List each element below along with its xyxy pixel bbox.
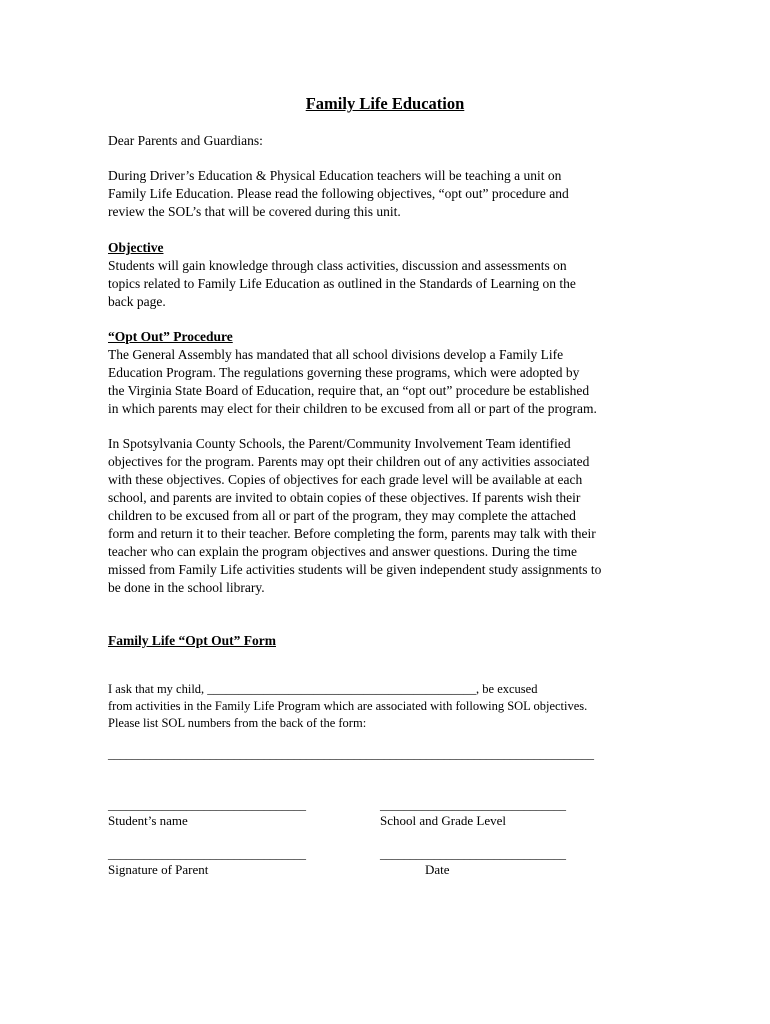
opt-out-procedure-heading: “Opt Out” Procedure bbox=[108, 329, 233, 344]
form-line: Please list SOL numbers from the back of the form: bbox=[108, 716, 367, 730]
procedure-line: Education Program. The regulations governing these programs, which were adopted by bbox=[108, 365, 580, 380]
greeting bbox=[108, 132, 668, 150]
intro-line: review the SOL’s that will be covered during this unit. bbox=[108, 204, 401, 219]
student-name-label: Student’s name bbox=[108, 813, 188, 828]
page-title: Family Life Education bbox=[305, 94, 465, 113]
intro-line: During Driver’s Education & Physical Education teachers will be teaching a unit on bbox=[108, 168, 562, 183]
intro-paragraph bbox=[108, 167, 668, 221]
paragraph-line: teacher who can explain the program objectives and answer questions. During the time bbox=[108, 544, 577, 559]
date-blank: _______________________________ bbox=[380, 847, 566, 861]
objective-line: topics related to Family Life Education as outlined in the Standards of Learning on the bbox=[108, 276, 576, 291]
opt-out-form-heading: Family Life “Opt Out” Form bbox=[108, 633, 276, 648]
spotsylvania-paragraph bbox=[108, 435, 668, 597]
paragraph-line: missed from Family Life activities students will be given independent study assignments to bbox=[108, 562, 602, 577]
child-name-line: I ask that my child, ___________________________________________, be excused bbox=[108, 682, 538, 696]
opt-out-form-heading-block bbox=[108, 632, 668, 650]
parent-signature-label: Signature of Parent bbox=[108, 862, 209, 877]
procedure-line: the Virginia State Board of Education, require that, an “opt out” procedure be established bbox=[108, 383, 590, 398]
procedure-line: in which parents may elect for their children to be excused from all or part of the program. bbox=[108, 401, 597, 416]
intro-line: Family Life Education. Please read the following objectives, “opt out” procedure and bbox=[108, 186, 569, 201]
school-grade-blank: _______________________________ bbox=[380, 798, 566, 812]
paragraph-line: with these objectives. Copies of objectives for each grade level will be available at each bbox=[108, 472, 583, 487]
date-label: Date bbox=[425, 862, 450, 877]
procedure-line: The General Assembly has mandated that all school divisions develop a Family Life bbox=[108, 347, 564, 362]
student-name-blank: _________________________________ bbox=[108, 798, 306, 812]
objective-line: back page. bbox=[108, 294, 166, 309]
paragraph-line: objectives for the program. Parents may opt their children out of any activities associated bbox=[108, 454, 590, 469]
objective-heading: Objective bbox=[108, 240, 164, 255]
objective-section bbox=[108, 239, 668, 311]
paragraph-line: In Spotsylvania County Schools, the Parent/Community Involvement Team identified bbox=[108, 436, 571, 451]
paragraph-line: children to be excused from all or part of the program, they may complete the attached bbox=[108, 508, 576, 523]
paragraph-line: school, and parents are invited to obtain copies of these objectives. If parents wish their bbox=[108, 490, 581, 505]
opt-out-form-body bbox=[108, 681, 668, 732]
paragraph-line: form and return it to their teacher. Before completing the form, parents may talk with their bbox=[108, 526, 596, 541]
paragraph-line: be done in the school library. bbox=[108, 580, 265, 595]
objective-line: Students will gain knowledge through class activities, discussion and assessments on bbox=[108, 258, 567, 273]
greeting-text: Dear Parents and Guardians: bbox=[108, 133, 263, 148]
sol-numbers-line: _________________________________________________________________________________ bbox=[108, 747, 594, 761]
school-grade-label: School and Grade Level bbox=[380, 813, 506, 828]
opt-out-procedure-section bbox=[108, 328, 668, 418]
form-line: from activities in the Family Life Program which are associated with following SOL objectives. bbox=[108, 699, 588, 713]
parent-signature-blank: _________________________________ bbox=[108, 847, 306, 861]
